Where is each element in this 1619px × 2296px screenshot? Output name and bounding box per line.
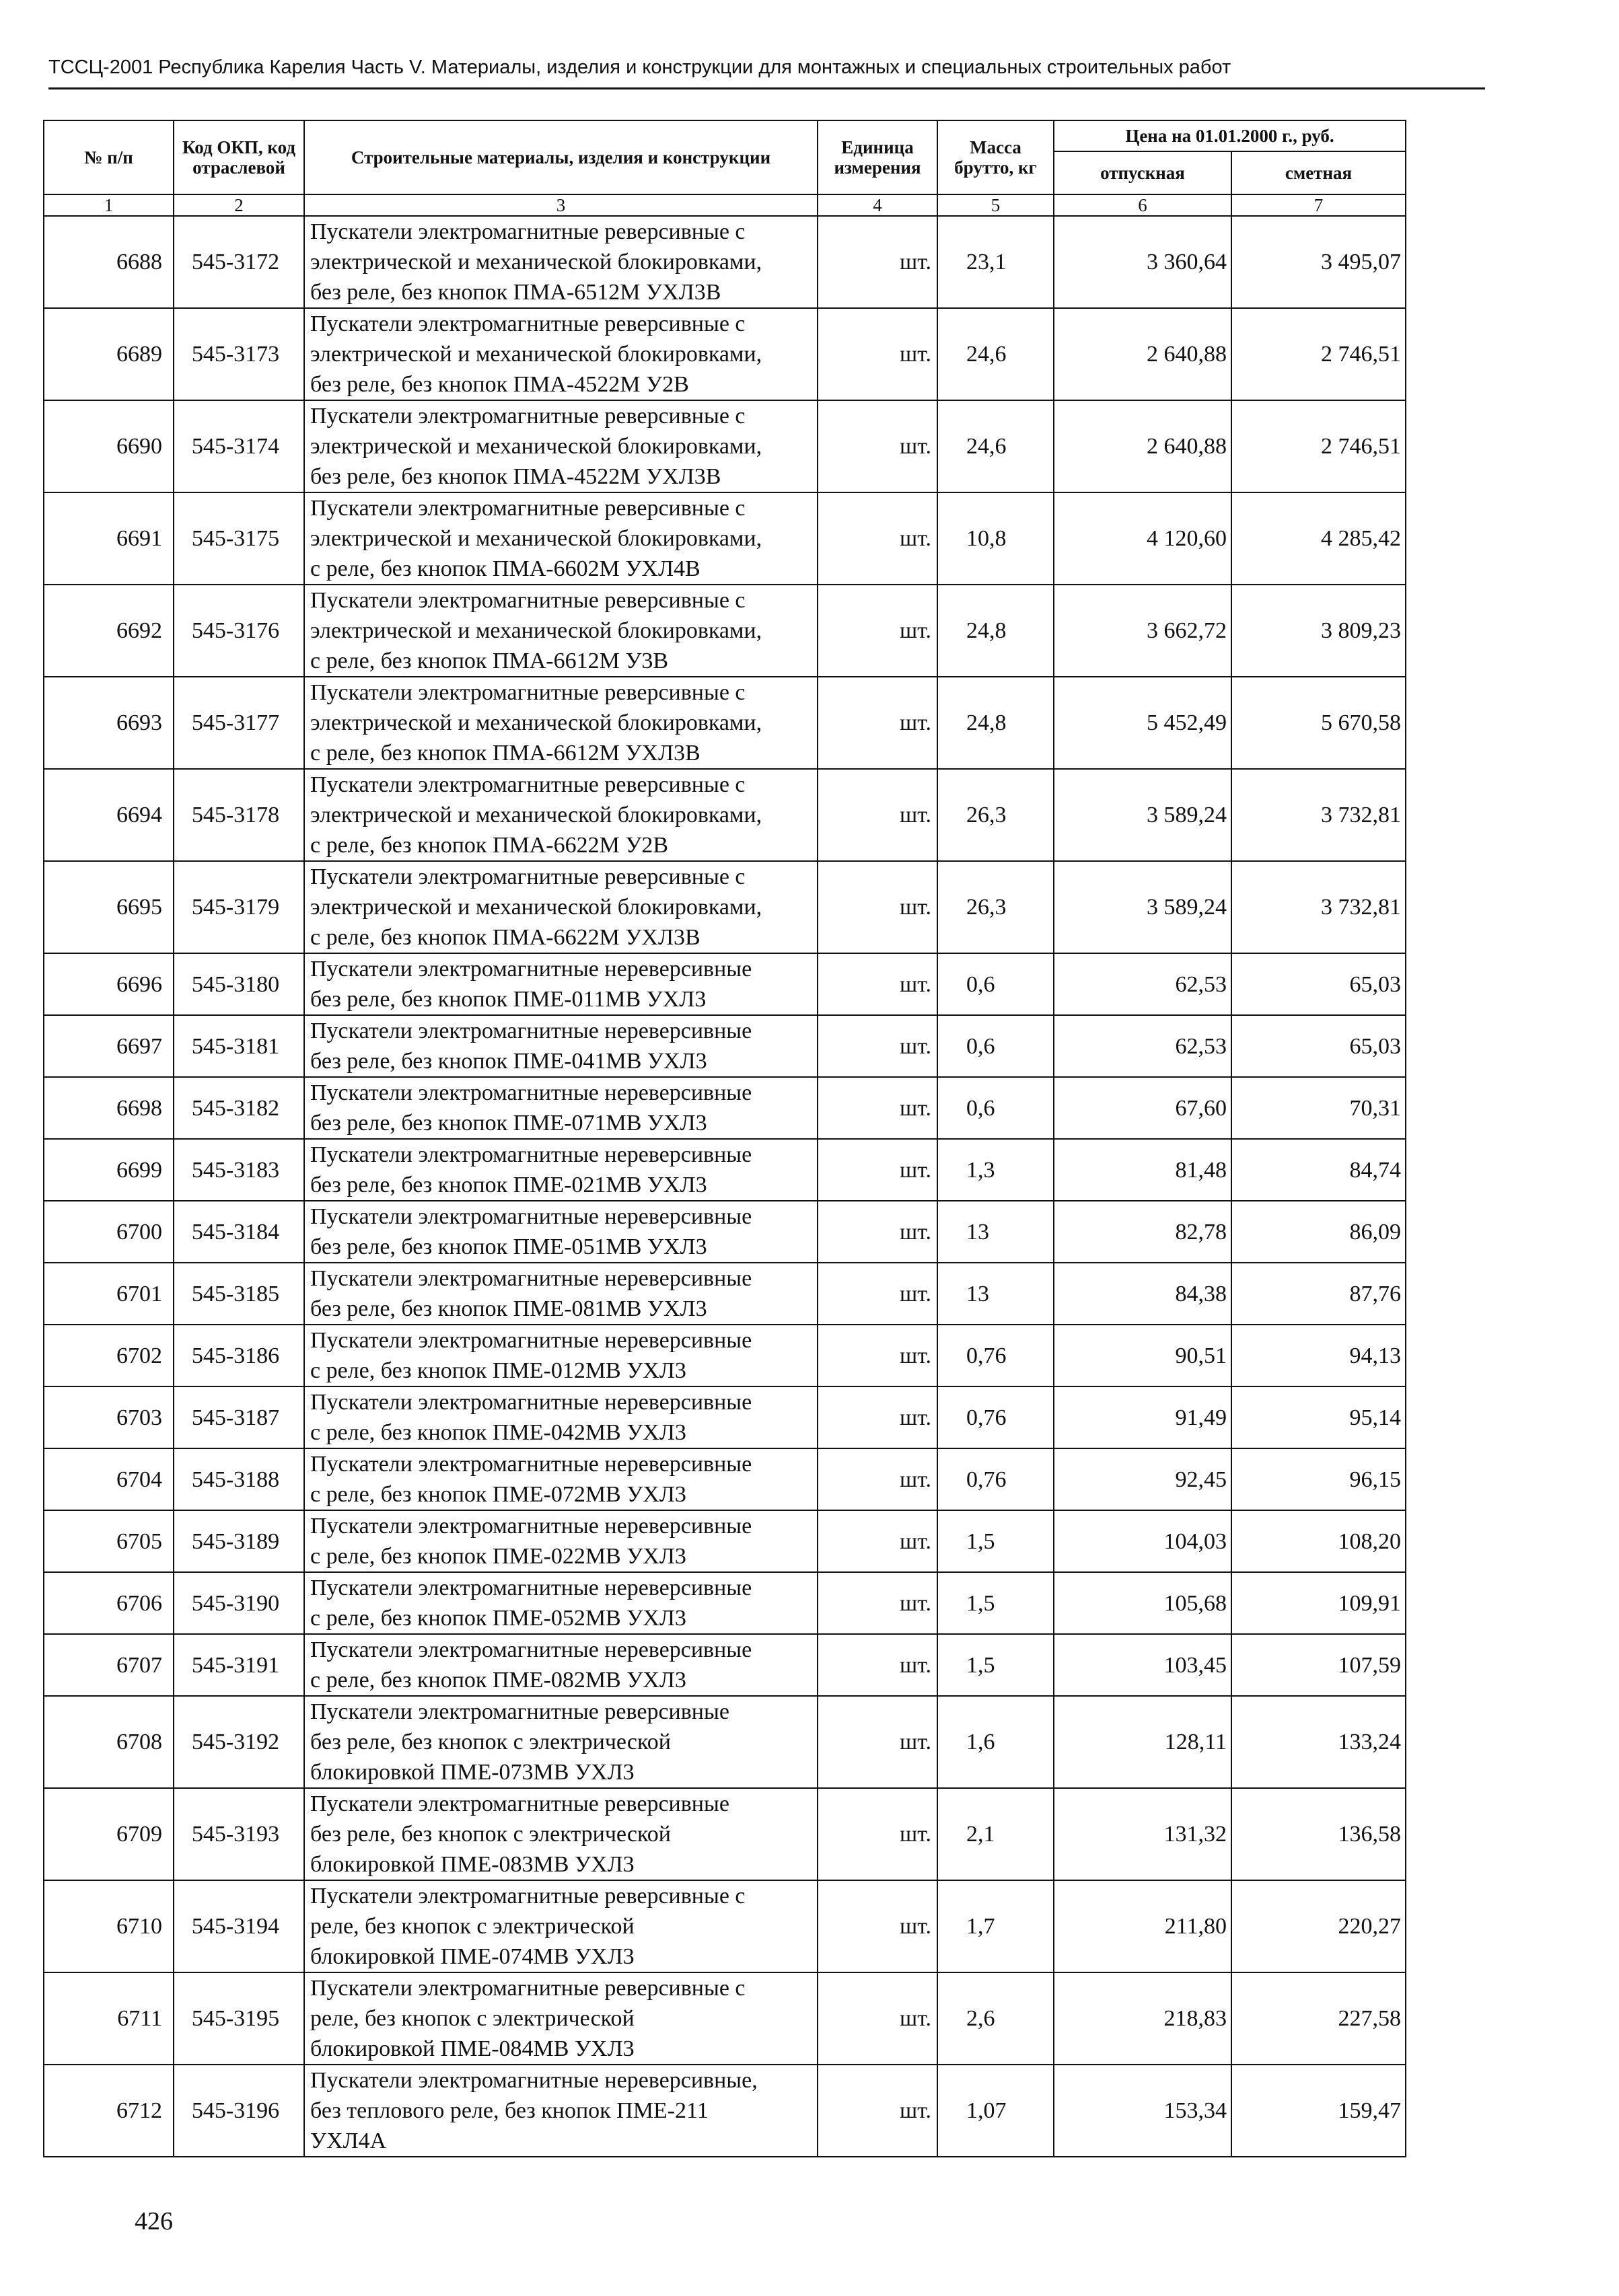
cell-number: 6688 bbox=[44, 216, 174, 308]
cell-code: 545-3187 bbox=[174, 1386, 304, 1448]
cell-price-estimate: 5 670,58 bbox=[1231, 677, 1406, 769]
header-name: Строительные материалы, изделия и конструкции bbox=[304, 120, 818, 194]
cell-price-release: 153,34 bbox=[1054, 2065, 1231, 2157]
cell-mass: 2,1 bbox=[937, 1788, 1054, 1880]
cell-mass: 1,5 bbox=[937, 1634, 1054, 1696]
table-row bbox=[44, 1510, 1406, 1572]
cell-code: 545-3195 bbox=[174, 1972, 304, 2065]
cell-price-estimate: 2 746,51 bbox=[1231, 308, 1406, 400]
header-price-group: Цена на 01.01.2000 г., руб. bbox=[1054, 120, 1406, 151]
cell-price-release: 67,60 bbox=[1054, 1077, 1231, 1139]
cell-unit: шт. bbox=[818, 1572, 937, 1634]
table-row bbox=[44, 492, 1406, 585]
cell-description: Пускатели электромагнитные реверсивные без реле, без кнопок с электрической блокировкой ПМЕ-083МВ УХЛ3 bbox=[304, 1788, 818, 1880]
cell-price-estimate: 96,15 bbox=[1231, 1448, 1406, 1510]
cell-price-estimate: 84,74 bbox=[1231, 1139, 1406, 1201]
cell-price-release: 84,38 bbox=[1054, 1263, 1231, 1325]
table-row bbox=[44, 1972, 1406, 2065]
table-row bbox=[44, 1325, 1406, 1386]
cell-mass: 0,6 bbox=[937, 1015, 1054, 1077]
cell-description: Пускатели электромагнитные нереверсивные без реле, без кнопок ПМЕ-051МВ УХЛ3 bbox=[304, 1201, 818, 1263]
cell-price-release: 91,49 bbox=[1054, 1386, 1231, 1448]
cell-code: 545-3191 bbox=[174, 1634, 304, 1696]
cell-code: 545-3193 bbox=[174, 1788, 304, 1880]
cell-price-estimate: 3 809,23 bbox=[1231, 585, 1406, 677]
cell-price-estimate: 136,58 bbox=[1231, 1788, 1406, 1880]
cell-number: 6712 bbox=[44, 2065, 174, 2157]
column-number: 2 bbox=[174, 194, 304, 216]
column-number: 5 bbox=[937, 194, 1054, 216]
cell-code: 545-3192 bbox=[174, 1696, 304, 1788]
cell-unit: шт. bbox=[818, 1139, 937, 1201]
cell-price-release: 3 589,24 bbox=[1054, 769, 1231, 861]
cell-description: Пускатели электромагнитные реверсивные без реле, без кнопок с электрической блокировкой ПМЕ-073МВ УХЛ3 bbox=[304, 1696, 818, 1788]
cell-mass: 1,5 bbox=[937, 1572, 1054, 1634]
cell-price-release: 2 640,88 bbox=[1054, 308, 1231, 400]
cell-mass: 24,8 bbox=[937, 585, 1054, 677]
cell-price-release: 81,48 bbox=[1054, 1139, 1231, 1201]
cell-description: Пускатели электромагнитные реверсивные с электрической и механической блокировками, с реле, без кнопок ПМА-6602М УХЛ4В bbox=[304, 492, 818, 585]
cell-unit: шт. bbox=[818, 1696, 937, 1788]
table-row bbox=[44, 1386, 1406, 1448]
cell-description: Пускатели электромагнитные реверсивные с электрической и механической блокировками, с реле, без кнопок ПМА-6622М У2В bbox=[304, 769, 818, 861]
cell-code: 545-3179 bbox=[174, 861, 304, 953]
cell-price-release: 4 120,60 bbox=[1054, 492, 1231, 585]
cell-price-estimate: 3 495,07 bbox=[1231, 216, 1406, 308]
cell-price-estimate: 108,20 bbox=[1231, 1510, 1406, 1572]
column-number-row bbox=[44, 194, 1406, 216]
column-number: 7 bbox=[1231, 194, 1406, 216]
cell-description: Пускатели электромагнитные нереверсивные без реле, без кнопок ПМЕ-081МВ УХЛ3 bbox=[304, 1263, 818, 1325]
cell-mass: 26,3 bbox=[937, 861, 1054, 953]
running-header: ТССЦ-2001 Республика Карелия Часть V. Материалы, изделия и конструкции для монтажных и специальных строительных работ bbox=[48, 57, 1231, 78]
cell-number: 6689 bbox=[44, 308, 174, 400]
cell-mass: 1,5 bbox=[937, 1510, 1054, 1572]
cell-price-release: 131,32 bbox=[1054, 1788, 1231, 1880]
cell-description: Пускатели электромагнитные нереверсивные, без теплового реле, без кнопок ПМЕ-211 УХЛ4А bbox=[304, 2065, 818, 2157]
cell-mass: 0,76 bbox=[937, 1386, 1054, 1448]
column-number: 4 bbox=[818, 194, 937, 216]
cell-number: 6708 bbox=[44, 1696, 174, 1788]
cell-price-release: 90,51 bbox=[1054, 1325, 1231, 1386]
cell-number: 6706 bbox=[44, 1572, 174, 1634]
cell-number: 6690 bbox=[44, 400, 174, 492]
cell-description: Пускатели электромагнитные реверсивные с электрической и механической блокировками, с реле, без кнопок ПМА-6612М УХЛ3В bbox=[304, 677, 818, 769]
table-row bbox=[44, 1880, 1406, 1972]
cell-price-estimate: 4 285,42 bbox=[1231, 492, 1406, 585]
cell-price-release: 105,68 bbox=[1054, 1572, 1231, 1634]
cell-price-estimate: 94,13 bbox=[1231, 1325, 1406, 1386]
header-mass: Масса брутто, кг bbox=[937, 120, 1054, 194]
cell-number: 6705 bbox=[44, 1510, 174, 1572]
column-number: 1 bbox=[44, 194, 174, 216]
cell-code: 545-3175 bbox=[174, 492, 304, 585]
cell-description: Пускатели электромагнитные нереверсивные с реле, без кнопок ПМЕ-012МВ УХЛ3 bbox=[304, 1325, 818, 1386]
cell-price-estimate: 227,58 bbox=[1231, 1972, 1406, 2065]
cell-price-release: 5 452,49 bbox=[1054, 677, 1231, 769]
table-row bbox=[44, 1448, 1406, 1510]
cell-code: 545-3183 bbox=[174, 1139, 304, 1201]
table-row bbox=[44, 1015, 1406, 1077]
cell-price-estimate: 3 732,81 bbox=[1231, 769, 1406, 861]
header-price-estimate: сметная bbox=[1231, 151, 1406, 194]
header-rule bbox=[48, 87, 1485, 89]
cell-unit: шт. bbox=[818, 216, 937, 308]
cell-price-estimate: 70,31 bbox=[1231, 1077, 1406, 1139]
cell-price-release: 104,03 bbox=[1054, 1510, 1231, 1572]
cell-number: 6698 bbox=[44, 1077, 174, 1139]
cell-description: Пускатели электромагнитные реверсивные с реле, без кнопок с электрической блокировкой ПМЕ-074МВ УХЛ3 bbox=[304, 1880, 818, 1972]
header-no: № п/п bbox=[44, 120, 174, 194]
cell-mass: 0,6 bbox=[937, 953, 1054, 1015]
cell-price-estimate: 107,59 bbox=[1231, 1634, 1406, 1696]
cell-price-release: 3 662,72 bbox=[1054, 585, 1231, 677]
cell-code: 545-3189 bbox=[174, 1510, 304, 1572]
cell-price-release: 62,53 bbox=[1054, 953, 1231, 1015]
cell-code: 545-3180 bbox=[174, 953, 304, 1015]
cell-code: 545-3186 bbox=[174, 1325, 304, 1386]
cell-code: 545-3172 bbox=[174, 216, 304, 308]
cell-price-estimate: 133,24 bbox=[1231, 1696, 1406, 1788]
cell-price-release: 62,53 bbox=[1054, 1015, 1231, 1077]
cell-number: 6696 bbox=[44, 953, 174, 1015]
cell-code: 545-3184 bbox=[174, 1201, 304, 1263]
cell-code: 545-3178 bbox=[174, 769, 304, 861]
cell-mass: 13 bbox=[937, 1263, 1054, 1325]
table-row bbox=[44, 1696, 1406, 1788]
cell-unit: шт. bbox=[818, 308, 937, 400]
cell-code: 545-3190 bbox=[174, 1572, 304, 1634]
table-row bbox=[44, 308, 1406, 400]
cell-unit: шт. bbox=[818, 1015, 937, 1077]
cell-number: 6711 bbox=[44, 1972, 174, 2065]
cell-unit: шт. bbox=[818, 1972, 937, 2065]
header-price-release: отпускная bbox=[1054, 151, 1231, 194]
table-body bbox=[44, 216, 1406, 2157]
cell-mass: 24,8 bbox=[937, 677, 1054, 769]
cell-price-estimate: 109,91 bbox=[1231, 1572, 1406, 1634]
cell-number: 6700 bbox=[44, 1201, 174, 1263]
cell-unit: шт. bbox=[818, 585, 937, 677]
cell-price-estimate: 159,47 bbox=[1231, 2065, 1406, 2157]
cell-mass: 24,6 bbox=[937, 308, 1054, 400]
cell-price-estimate: 65,03 bbox=[1231, 953, 1406, 1015]
page-number: 426 bbox=[135, 2207, 173, 2235]
cell-price-release: 3 589,24 bbox=[1054, 861, 1231, 953]
cell-number: 6710 bbox=[44, 1880, 174, 1972]
table-row bbox=[44, 216, 1406, 308]
cell-number: 6694 bbox=[44, 769, 174, 861]
table-row bbox=[44, 1572, 1406, 1634]
cell-description: Пускатели электромагнитные нереверсивные без реле, без кнопок ПМЕ-011МВ УХЛ3 bbox=[304, 953, 818, 1015]
cell-mass: 0,6 bbox=[937, 1077, 1054, 1139]
cell-mass: 1,07 bbox=[937, 2065, 1054, 2157]
cell-unit: шт. bbox=[818, 769, 937, 861]
cell-description: Пускатели электромагнитные реверсивные с реле, без кнопок с электрической блокировкой ПМЕ-084МВ УХЛ3 bbox=[304, 1972, 818, 2065]
cell-number: 6697 bbox=[44, 1015, 174, 1077]
cell-mass: 13 bbox=[937, 1201, 1054, 1263]
cell-unit: шт. bbox=[818, 1880, 937, 1972]
cell-unit: шт. bbox=[818, 492, 937, 585]
cell-code: 545-3176 bbox=[174, 585, 304, 677]
table-row bbox=[44, 677, 1406, 769]
cell-mass: 23,1 bbox=[937, 216, 1054, 308]
cell-unit: шт. bbox=[818, 400, 937, 492]
column-number: 3 bbox=[304, 194, 818, 216]
table-row bbox=[44, 861, 1406, 953]
cell-price-release: 2 640,88 bbox=[1054, 400, 1231, 492]
cell-price-release: 82,78 bbox=[1054, 1201, 1231, 1263]
column-number: 6 bbox=[1054, 194, 1231, 216]
cell-code: 545-3188 bbox=[174, 1448, 304, 1510]
table-row bbox=[44, 1263, 1406, 1325]
header-code: Код ОКП, код отраслевой bbox=[174, 120, 304, 194]
header-unit: Единица измерения bbox=[818, 120, 937, 194]
cell-code: 545-3196 bbox=[174, 2065, 304, 2157]
cell-mass: 1,3 bbox=[937, 1139, 1054, 1201]
table-row bbox=[44, 400, 1406, 492]
cell-mass: 1,7 bbox=[937, 1880, 1054, 1972]
cell-mass: 10,8 bbox=[937, 492, 1054, 585]
cell-number: 6693 bbox=[44, 677, 174, 769]
cell-description: Пускатели электромагнитные реверсивные с электрической и механической блокировками, с реле, без кнопок ПМА-6622М УХЛ3В bbox=[304, 861, 818, 953]
cell-description: Пускатели электромагнитные реверсивные с электрической и механической блокировками, без реле, без кнопок ПМА-4522М УХЛ3В bbox=[304, 400, 818, 492]
cell-unit: шт. bbox=[818, 1788, 937, 1880]
cell-code: 545-3194 bbox=[174, 1880, 304, 1972]
table-row bbox=[44, 953, 1406, 1015]
table-row bbox=[44, 1634, 1406, 1696]
cell-price-release: 128,11 bbox=[1054, 1696, 1231, 1788]
cell-price-release: 103,45 bbox=[1054, 1634, 1231, 1696]
table-row bbox=[44, 585, 1406, 677]
cell-price-estimate: 87,76 bbox=[1231, 1263, 1406, 1325]
cell-price-release: 3 360,64 bbox=[1054, 216, 1231, 308]
cell-code: 545-3182 bbox=[174, 1077, 304, 1139]
price-table bbox=[43, 120, 1406, 2157]
cell-unit: шт. bbox=[818, 1634, 937, 1696]
cell-unit: шт. bbox=[818, 861, 937, 953]
cell-mass: 0,76 bbox=[937, 1448, 1054, 1510]
cell-unit: шт. bbox=[818, 2065, 937, 2157]
cell-description: Пускатели электромагнитные реверсивные с электрической и механической блокировками, с реле, без кнопок ПМА-6612М У3В bbox=[304, 585, 818, 677]
cell-price-estimate: 2 746,51 bbox=[1231, 400, 1406, 492]
cell-mass: 1,6 bbox=[937, 1696, 1054, 1788]
cell-mass: 0,76 bbox=[937, 1325, 1054, 1386]
cell-price-estimate: 220,27 bbox=[1231, 1880, 1406, 1972]
cell-code: 545-3177 bbox=[174, 677, 304, 769]
cell-unit: шт. bbox=[818, 1077, 937, 1139]
cell-price-estimate: 65,03 bbox=[1231, 1015, 1406, 1077]
table-row bbox=[44, 1788, 1406, 1880]
cell-description: Пускатели электромагнитные нереверсивные без реле, без кнопок ПМЕ-071МВ УХЛ3 bbox=[304, 1077, 818, 1139]
table-row bbox=[44, 1077, 1406, 1139]
cell-price-estimate: 86,09 bbox=[1231, 1201, 1406, 1263]
cell-number: 6691 bbox=[44, 492, 174, 585]
cell-unit: шт. bbox=[818, 1448, 937, 1510]
cell-price-release: 92,45 bbox=[1054, 1448, 1231, 1510]
table-row bbox=[44, 769, 1406, 861]
cell-code: 545-3185 bbox=[174, 1263, 304, 1325]
cell-unit: шт. bbox=[818, 1386, 937, 1448]
cell-number: 6709 bbox=[44, 1788, 174, 1880]
cell-price-release: 211,80 bbox=[1054, 1880, 1231, 1972]
cell-price-estimate: 95,14 bbox=[1231, 1386, 1406, 1448]
cell-price-estimate: 3 732,81 bbox=[1231, 861, 1406, 953]
cell-number: 6707 bbox=[44, 1634, 174, 1696]
cell-description: Пускатели электромагнитные нереверсивные с реле, без кнопок ПМЕ-082МВ УХЛ3 bbox=[304, 1634, 818, 1696]
cell-number: 6701 bbox=[44, 1263, 174, 1325]
cell-description: Пускатели электромагнитные реверсивные с электрической и механической блокировками, без реле, без кнопок ПМА-6512М УХЛ3В bbox=[304, 216, 818, 308]
cell-number: 6704 bbox=[44, 1448, 174, 1510]
cell-code: 545-3173 bbox=[174, 308, 304, 400]
cell-number: 6692 bbox=[44, 585, 174, 677]
cell-unit: шт. bbox=[818, 1201, 937, 1263]
cell-description: Пускатели электромагнитные нереверсивные с реле, без кнопок ПМЕ-042МВ УХЛ3 bbox=[304, 1386, 818, 1448]
cell-unit: шт. bbox=[818, 1325, 937, 1386]
cell-number: 6699 bbox=[44, 1139, 174, 1201]
cell-unit: шт. bbox=[818, 953, 937, 1015]
cell-mass: 24,6 bbox=[937, 400, 1054, 492]
cell-description: Пускатели электромагнитные нереверсивные без реле, без кнопок ПМЕ-041МВ УХЛ3 bbox=[304, 1015, 818, 1077]
cell-number: 6702 bbox=[44, 1325, 174, 1386]
cell-number: 6703 bbox=[44, 1386, 174, 1448]
cell-mass: 2,6 bbox=[937, 1972, 1054, 2065]
table-row bbox=[44, 1201, 1406, 1263]
cell-unit: шт. bbox=[818, 1263, 937, 1325]
cell-code: 545-3181 bbox=[174, 1015, 304, 1077]
table-row bbox=[44, 2065, 1406, 2157]
cell-description: Пускатели электромагнитные нереверсивные с реле, без кнопок ПМЕ-022МВ УХЛ3 bbox=[304, 1510, 818, 1572]
cell-price-release: 218,83 bbox=[1054, 1972, 1231, 2065]
cell-number: 6695 bbox=[44, 861, 174, 953]
cell-description: Пускатели электромагнитные реверсивные с электрической и механической блокировками, без реле, без кнопок ПМА-4522М У2В bbox=[304, 308, 818, 400]
cell-unit: шт. bbox=[818, 1510, 937, 1572]
cell-unit: шт. bbox=[818, 677, 937, 769]
cell-mass: 26,3 bbox=[937, 769, 1054, 861]
cell-description: Пускатели электромагнитные нереверсивные без реле, без кнопок ПМЕ-021МВ УХЛ3 bbox=[304, 1139, 818, 1201]
cell-description: Пускатели электромагнитные нереверсивные с реле, без кнопок ПМЕ-052МВ УХЛ3 bbox=[304, 1572, 818, 1634]
cell-description: Пускатели электромагнитные нереверсивные с реле, без кнопок ПМЕ-072МВ УХЛ3 bbox=[304, 1448, 818, 1510]
cell-code: 545-3174 bbox=[174, 400, 304, 492]
table-row bbox=[44, 1139, 1406, 1201]
